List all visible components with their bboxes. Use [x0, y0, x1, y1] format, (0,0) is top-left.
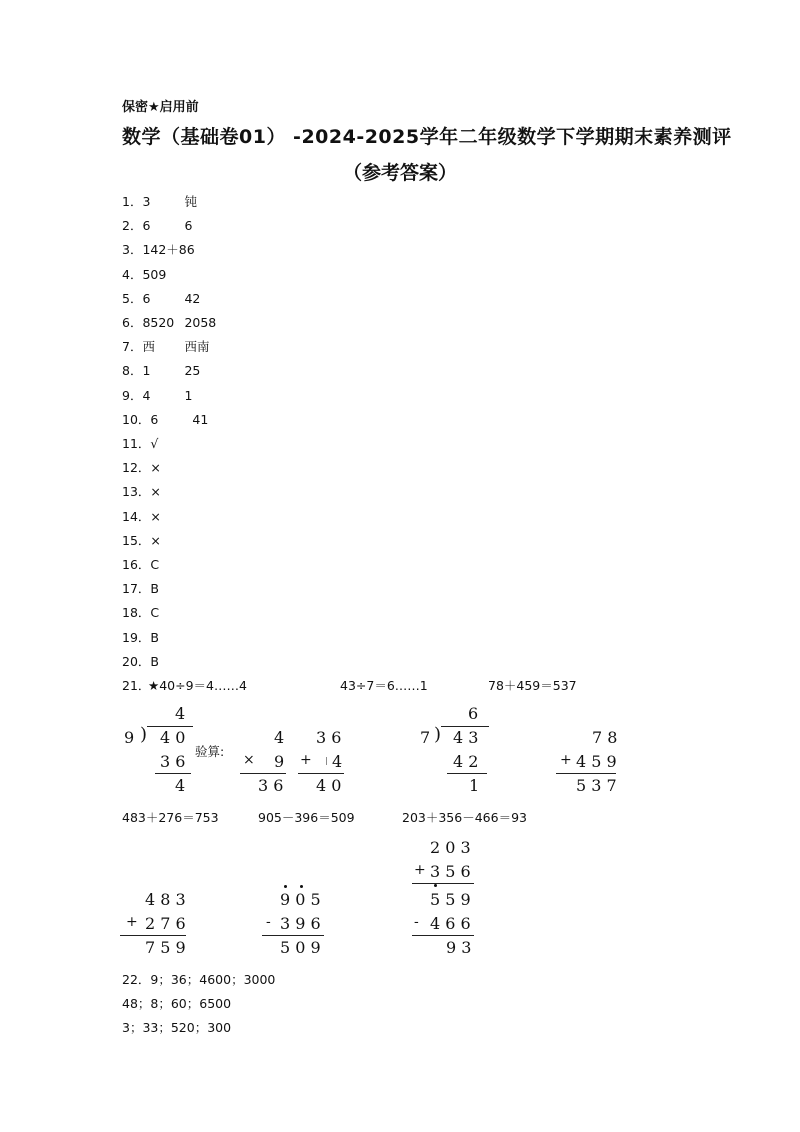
difference: 5 0 9: [280, 938, 321, 957]
operator-plus: +: [414, 862, 426, 878]
product: 3 6: [258, 776, 284, 795]
addend-top: 4 8 3: [145, 890, 186, 909]
answer-value: C: [150, 557, 160, 572]
answer-number: 20．: [122, 653, 151, 669]
result-line: [298, 773, 344, 774]
addend-top: 3 6: [316, 728, 342, 747]
borrow-dot: [284, 885, 287, 888]
answer-22-line-3: 3；33；520；300: [122, 1020, 232, 1035]
product: 4 2: [453, 752, 479, 771]
answer-value: ×: [150, 460, 161, 476]
equation-addition-2: 483＋276＝753: [122, 810, 219, 825]
equation-division-1: ★40÷9＝4……4: [148, 678, 247, 693]
answer-row: [122, 531, 192, 549]
answer-value: 8520: [142, 315, 175, 330]
answer-number: 12．: [122, 460, 151, 476]
borrow-dot: [300, 885, 303, 888]
result-line: [412, 883, 474, 884]
answer-number: 9．: [122, 387, 143, 403]
intermediate-sum: 5 5 9: [430, 890, 471, 909]
answer-number: 3．: [122, 242, 143, 258]
divisor: 7: [420, 728, 431, 747]
answer-row: [122, 603, 192, 621]
answer-row: [122, 628, 192, 646]
sum: 5 3 7: [576, 776, 617, 795]
answer-22-line-1: 22．9；36；4600；3000: [122, 972, 276, 987]
answer-value: ×: [150, 508, 161, 524]
division-bar: [441, 726, 489, 727]
page-subtitle: （参考答案）: [342, 162, 457, 184]
first-number: 2 0 3: [430, 838, 471, 857]
result-line: [556, 773, 616, 774]
answer-number: 10．: [122, 411, 151, 427]
dividend: 4 3: [453, 728, 479, 747]
operator: +: [560, 752, 572, 768]
answer-value: B: [150, 629, 159, 645]
answer-number: 13．: [122, 484, 151, 500]
division-bracket: ): [140, 724, 148, 745]
division-bar: [147, 726, 193, 727]
result-line: [262, 935, 324, 936]
quotient: 6: [468, 704, 479, 723]
answer-22-line-2: 48；8；60；6500: [122, 996, 232, 1011]
remainder: 4: [175, 776, 186, 795]
answer-row: [122, 240, 195, 258]
answer-row: [122, 265, 184, 283]
answer-number: 16．: [122, 557, 151, 572]
second-number: 3 5 6: [430, 862, 471, 881]
equation-division-2: 43÷7＝6……1: [340, 678, 428, 693]
sum: 7 5 9: [145, 938, 186, 957]
answer-row: [122, 192, 197, 210]
answer-value: 3: [142, 194, 151, 209]
answer-row: [122, 386, 192, 404]
addend-top: 7 8: [592, 728, 618, 747]
answer-value: B: [150, 581, 159, 597]
answer-number: 2．: [122, 218, 143, 234]
sum: 4 0: [316, 776, 342, 795]
answer-row: [122, 482, 192, 500]
operator: +: [300, 752, 312, 768]
answer-value: 4: [142, 387, 151, 403]
answer-row: [122, 410, 208, 428]
divisor: 9: [124, 728, 135, 747]
answer-value: 1: [142, 363, 151, 379]
subtraction-line: [447, 773, 487, 774]
answer-value-second: 钝: [184, 194, 197, 209]
remainder: 1: [469, 776, 480, 795]
operator: +: [126, 914, 138, 930]
answer-row: [122, 289, 200, 307]
answer-value: √: [150, 436, 159, 451]
multiplier: 9: [274, 752, 285, 771]
answer-number: 1．: [122, 194, 143, 209]
division-bracket: ): [434, 724, 442, 745]
subtrahend: 3 9 6: [280, 914, 321, 933]
answer-value: ×: [150, 484, 161, 500]
answer-number: 18．: [122, 605, 151, 621]
answer-number: 17．: [122, 581, 151, 597]
answer-value: ×: [150, 532, 161, 548]
answer-row: [122, 652, 192, 670]
answer-row: [122, 313, 216, 331]
answer-value-second: 41: [192, 411, 209, 427]
answer-value: 6: [142, 218, 151, 234]
result-line: [240, 773, 286, 774]
answer-value: 142＋86: [142, 242, 195, 258]
answer-number: 15．: [122, 532, 151, 548]
answer-number: 14．: [122, 508, 151, 524]
result-line: [412, 935, 474, 936]
answer-value: B: [150, 653, 159, 669]
answer-number: 6．: [122, 315, 143, 330]
answer-row: [122, 507, 192, 525]
answer-number: 11．: [122, 436, 151, 451]
operator: -: [266, 914, 271, 930]
equation-addition-1: 78＋459＝537: [488, 678, 577, 693]
answer-value-second: 25: [184, 363, 201, 379]
page-title: 数学（基础卷01） -2024-2025学年二年级数学下学期期末素养测评: [122, 126, 732, 148]
answer-value-second: 6: [184, 218, 193, 234]
answer-number: 21．: [122, 678, 151, 693]
check-label: 验算:: [195, 744, 225, 759]
operator-minus: -: [414, 914, 419, 930]
addend-bottom: 4: [332, 752, 343, 771]
dividend: 4 0: [160, 728, 186, 747]
answer-row: [122, 458, 192, 476]
answer-value: 6: [142, 290, 151, 306]
multiplicand: 4: [274, 728, 285, 747]
answer-value-second: 西南: [184, 339, 210, 355]
operator: ×: [243, 752, 255, 768]
minuend: 9 0 5: [280, 890, 321, 909]
answer-number: 7．: [122, 339, 143, 355]
answer-number: 19．: [122, 629, 151, 645]
quotient: 4: [175, 704, 186, 723]
equation-subtraction-1: 905－396＝509: [258, 810, 355, 825]
answer-row: [122, 579, 192, 597]
answer-row: [122, 361, 200, 379]
answer-row: [122, 216, 192, 234]
answer-value-second: 1: [184, 387, 193, 403]
result-line: [120, 935, 186, 936]
borrow-dot: [434, 884, 437, 887]
answer-value: 西: [142, 339, 155, 355]
final-result: 9 3: [446, 938, 472, 957]
answer-value: 509: [142, 266, 167, 282]
third-number: 4 6 6: [430, 914, 471, 933]
answer-row: [122, 434, 192, 452]
confidential-label: 保密★启用前: [122, 100, 199, 115]
carry-mark: |: [325, 756, 328, 765]
answer-value: C: [150, 605, 160, 621]
answer-number: 8．: [122, 363, 143, 379]
answer-value-second: 2058: [184, 315, 217, 330]
answer-value: 6: [150, 411, 159, 427]
answer-number: 5．: [122, 290, 143, 306]
subtraction-line: [155, 773, 191, 774]
product: 3 6: [160, 752, 186, 771]
answer-value-second: 42: [184, 290, 201, 306]
answer-number: 4．: [122, 266, 143, 282]
equation-mixed: 203＋356－466＝93: [402, 810, 527, 825]
addend-bottom: 4 5 9: [576, 752, 617, 771]
answer-row: [122, 337, 209, 355]
addend-bottom: 2 7 6: [145, 914, 186, 933]
answer-row: [122, 555, 192, 573]
